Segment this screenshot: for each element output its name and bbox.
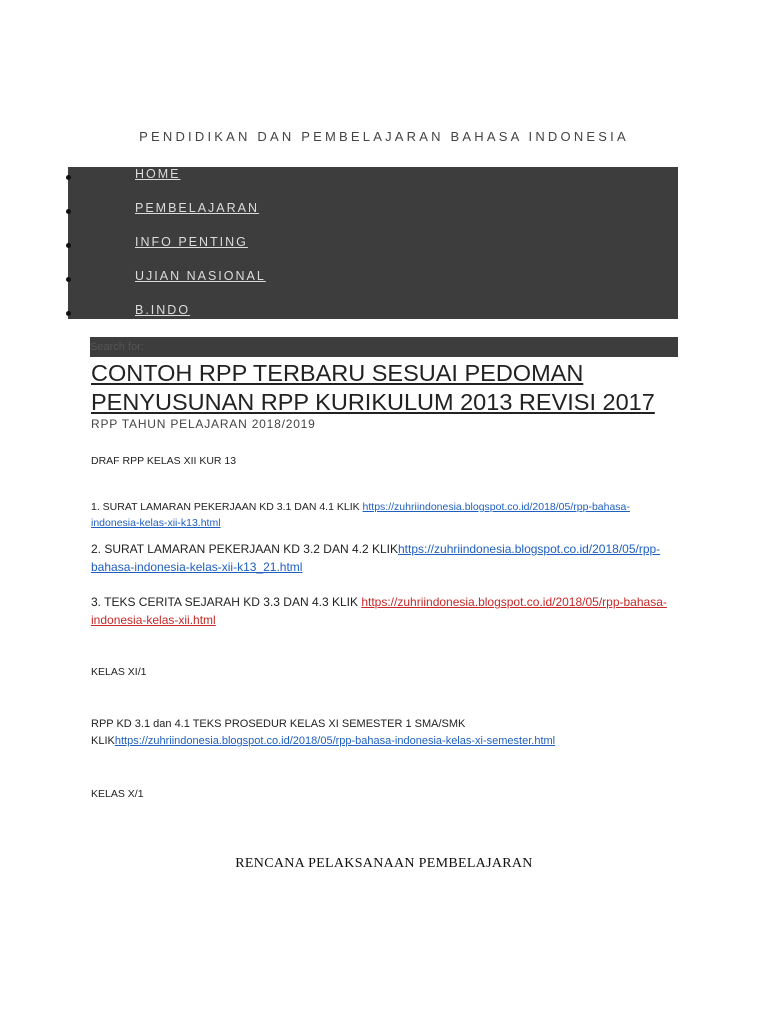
- item-2-link-line2: bahasa-indonesia-kelas-xii-k13_21.html: [91, 560, 303, 574]
- main-nav: [68, 167, 678, 319]
- kelas-xi-heading: KELAS XI/1: [91, 666, 147, 678]
- post-title: [91, 359, 691, 417]
- bullet-icon: [66, 277, 71, 282]
- item-2-link-line1: https://zuhriindonesia.blogspot.co.id/2018/05/rpp-: [398, 542, 661, 556]
- item-2-text: 2. SURAT LAMARAN PEKERJAAN KD 3.2 DAN 4.2 KLIK: [91, 542, 398, 556]
- nav-link-pembelajaran[interactable]: PEMBELAJARAN: [135, 201, 260, 215]
- item-1: [91, 499, 691, 531]
- kelas-x-heading: KELAS X/1: [91, 788, 144, 800]
- item-1-text: 1. SURAT LAMARAN PEKERJAAN KD 3.1 DAN 4.1 KLIK: [91, 501, 363, 513]
- post-title-line2: PENYUSUNAN RPP KURIKULUM 2013 REVISI 2017: [91, 389, 655, 415]
- nav-item-pembelajaran[interactable]: [68, 201, 678, 221]
- post-title-line1: CONTOH RPP TERBARU SESUAI PEDOMAN: [91, 360, 584, 386]
- nav-item-ujian-nasional[interactable]: [68, 269, 678, 289]
- rpp-kd-prefix: KLIK: [91, 735, 115, 747]
- rpp-kd-item: [91, 716, 691, 750]
- nav-link-info-penting[interactable]: INFO PENTING: [135, 235, 248, 249]
- nav-link-ujian-nasional[interactable]: UJIAN NASIONAL: [135, 269, 266, 283]
- bullet-icon: [66, 311, 71, 316]
- item-3-link-line1: https://zuhriindonesia.blogspot.co.id/2018/05/rpp-bahasa-: [361, 595, 667, 609]
- nav-link-home[interactable]: HOME: [135, 167, 181, 181]
- rpp-heading: RENCANA PELAKSANAAN PEMBELAJARAN: [235, 856, 533, 871]
- nav-link-b-indo[interactable]: B.INDO: [135, 303, 191, 317]
- site-title: PENDIDIKAN DAN PEMBELAJARAN BAHASA INDONESIA: [139, 129, 629, 144]
- bullet-icon: [66, 175, 71, 180]
- nav-item-info-penting[interactable]: [68, 235, 678, 255]
- bullet-icon: [66, 209, 71, 214]
- item-1-link-line1: https://zuhriindonesia.blogspot.co.id/2018/05/rpp-bahasa-: [362, 501, 630, 513]
- bullet-icon: [66, 243, 71, 248]
- item-3: [91, 593, 691, 629]
- draft-heading: DRAF RPP KELAS XII KUR 13: [91, 455, 237, 467]
- post-subtitle: RPP TAHUN PELAJARAN 2018/2019: [91, 417, 316, 431]
- rpp-kd-text: RPP KD 3.1 dan 4.1 TEKS PROSEDUR KELAS XI SEMESTER 1 SMA/SMK: [91, 718, 466, 730]
- item-3-link-line2: indonesia-kelas-xii.html: [91, 613, 216, 627]
- search-input[interactable]: [90, 337, 678, 357]
- item-1-link-line2: indonesia-kelas-xii-k13.html: [91, 517, 221, 529]
- item-3-text: 3. TEKS CERITA SEJARAH KD 3.3 DAN 4.3 KLIK: [91, 595, 362, 609]
- item-2: [91, 540, 691, 576]
- nav-item-home[interactable]: [68, 167, 678, 187]
- rpp-kd-link[interactable]: https://zuhriindonesia.blogspot.co.id/2018/05/rpp-bahasa-indonesia-kelas-xi-semester.html: [114, 735, 556, 747]
- nav-item-b-indo[interactable]: [68, 303, 678, 323]
